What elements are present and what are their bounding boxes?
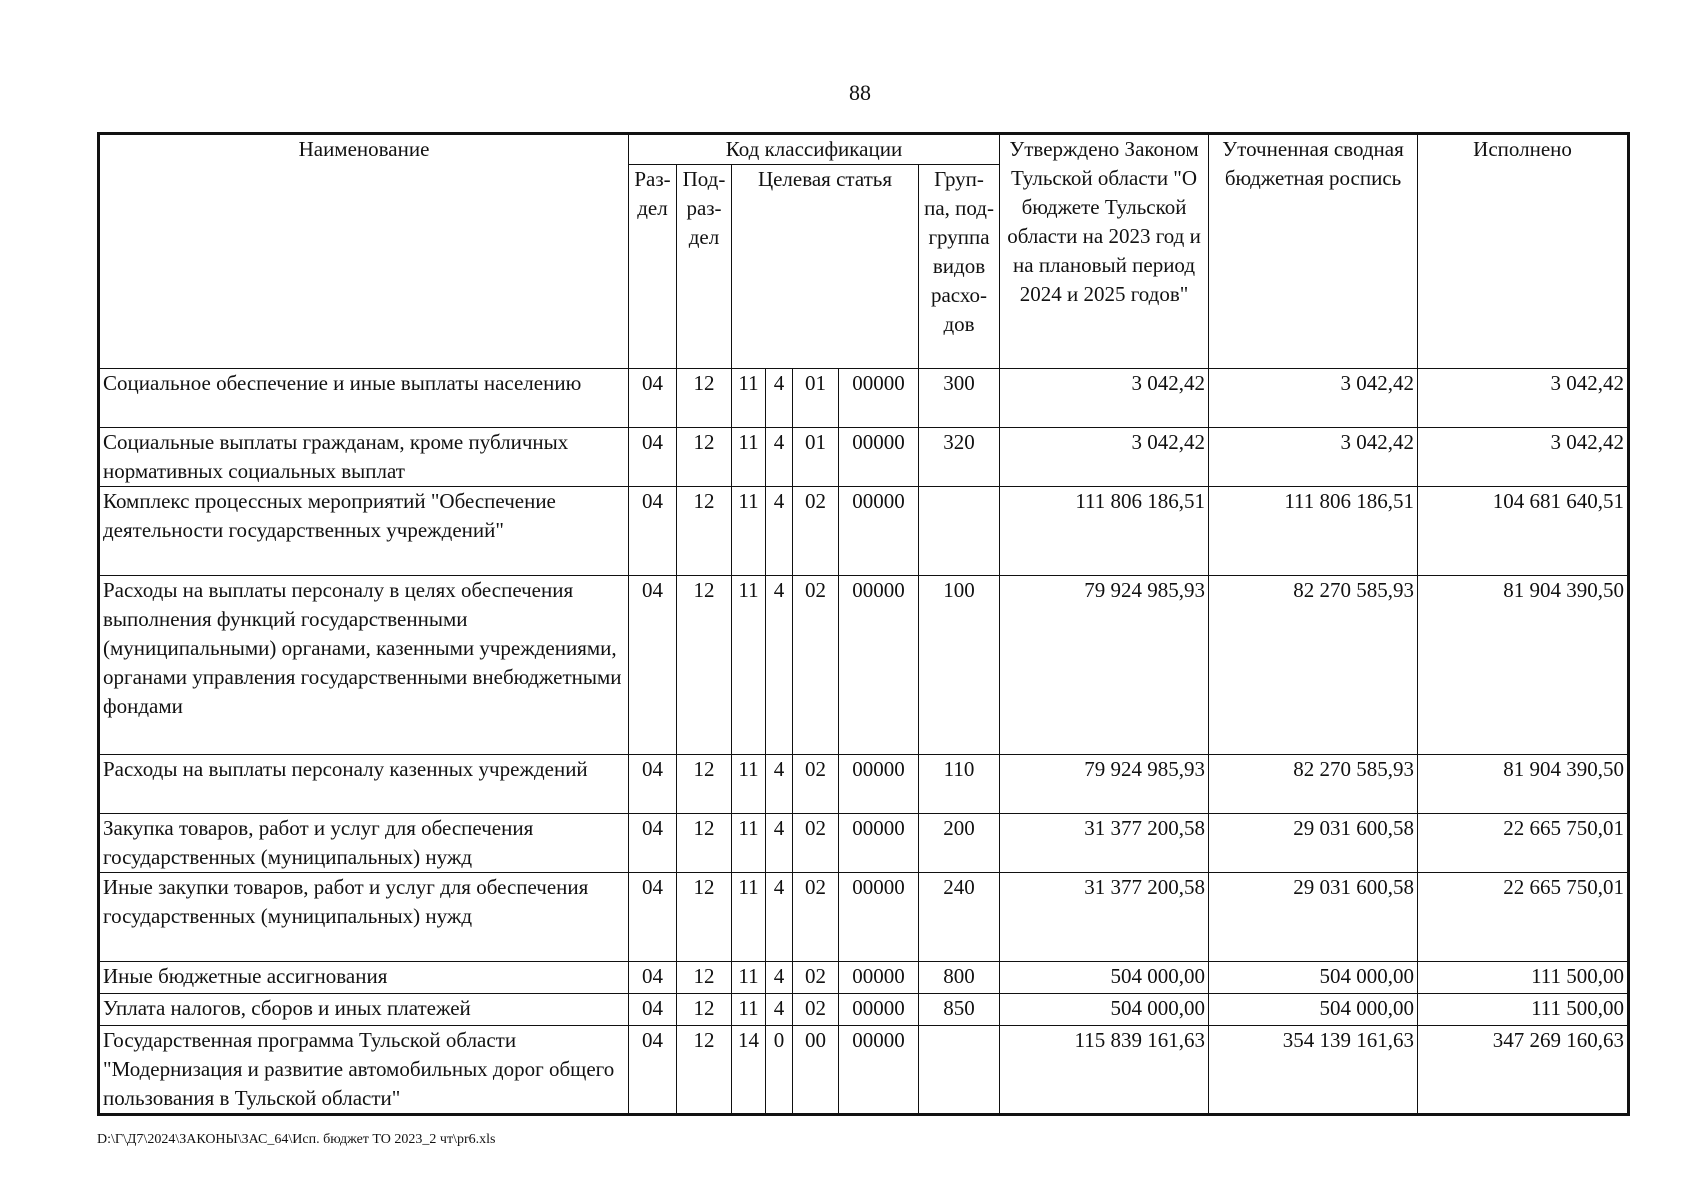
cell-executed: 22 665 750,01: [1418, 873, 1629, 962]
cell-refined: 29 031 600,58: [1209, 814, 1418, 873]
cell-t4: 00000: [839, 369, 919, 428]
cell-t1: 11: [732, 428, 766, 487]
cell-t3: 00: [793, 1026, 839, 1115]
cell-approved: 3 042,42: [1000, 369, 1209, 428]
cell-name: Государственная программа Тульской области "Модернизация и развитие автомобильных дорог общего пользования в Тульской области": [99, 1026, 629, 1115]
header-code: Код классификации: [629, 134, 1000, 165]
cell-t4: 00000: [839, 1026, 919, 1115]
budget-table: [97, 132, 1630, 1116]
cell-t2: 4: [766, 873, 793, 962]
cell-t2: 4: [766, 814, 793, 873]
cell-t3: 01: [793, 428, 839, 487]
cell-t4: 00000: [839, 428, 919, 487]
cell-razdel: 04: [629, 576, 677, 755]
header-approved: Утверждено Законом Тульской области "О бюджете Тульской области на 2023 год и на плановый период 2024 и 2025 годов": [1000, 134, 1209, 369]
cell-t3: 02: [793, 962, 839, 994]
cell-executed: 81 904 390,50: [1418, 576, 1629, 755]
cell-podrazdel: 12: [677, 369, 732, 428]
cell-refined: 3 042,42: [1209, 369, 1418, 428]
cell-refined: 29 031 600,58: [1209, 873, 1418, 962]
cell-t3: 02: [793, 576, 839, 755]
table-row: [99, 428, 1629, 487]
header-podrazdel: Под-раз-дел: [677, 165, 732, 369]
cell-group: 200: [919, 814, 1000, 873]
cell-name: Расходы на выплаты персоналу казенных учреждений: [99, 755, 629, 814]
cell-podrazdel: 12: [677, 428, 732, 487]
table-row: [99, 369, 1629, 428]
cell-razdel: 04: [629, 1026, 677, 1115]
cell-executed: 3 042,42: [1418, 369, 1629, 428]
cell-razdel: 04: [629, 814, 677, 873]
cell-podrazdel: 12: [677, 755, 732, 814]
cell-refined: 3 042,42: [1209, 428, 1418, 487]
cell-podrazdel: 12: [677, 994, 732, 1026]
cell-approved: 3 042,42: [1000, 428, 1209, 487]
cell-podrazdel: 12: [677, 962, 732, 994]
cell-approved: 111 806 186,51: [1000, 487, 1209, 576]
cell-approved: 79 924 985,93: [1000, 755, 1209, 814]
cell-group: 240: [919, 873, 1000, 962]
cell-t2: 4: [766, 369, 793, 428]
cell-executed: 111 500,00: [1418, 962, 1629, 994]
table-row: [99, 1026, 1629, 1115]
cell-t2: 4: [766, 487, 793, 576]
cell-t2: 4: [766, 962, 793, 994]
cell-t3: 02: [793, 755, 839, 814]
cell-razdel: 04: [629, 369, 677, 428]
header-name: Наименование: [99, 134, 629, 369]
cell-executed: 111 500,00: [1418, 994, 1629, 1026]
cell-approved: 31 377 200,58: [1000, 814, 1209, 873]
cell-refined: 111 806 186,51: [1209, 487, 1418, 576]
table-row: [99, 814, 1629, 873]
page-number: 88: [849, 80, 871, 105]
cell-group: 800: [919, 962, 1000, 994]
cell-t4: 00000: [839, 755, 919, 814]
cell-group: [919, 487, 1000, 576]
cell-podrazdel: 12: [677, 576, 732, 755]
header-group: Груп-па, под-группа видов расхо-дов: [919, 165, 1000, 369]
cell-podrazdel: 12: [677, 487, 732, 576]
cell-razdel: 04: [629, 962, 677, 994]
cell-approved: 115 839 161,63: [1000, 1026, 1209, 1115]
cell-t1: 11: [732, 962, 766, 994]
cell-t1: 11: [732, 487, 766, 576]
table-row: [99, 755, 1629, 814]
cell-podrazdel: 12: [677, 1026, 732, 1115]
cell-t4: 00000: [839, 962, 919, 994]
cell-group: 300: [919, 369, 1000, 428]
table-row: [99, 962, 1629, 994]
cell-approved: 504 000,00: [1000, 994, 1209, 1026]
cell-t1: 11: [732, 814, 766, 873]
cell-t4: 00000: [839, 873, 919, 962]
cell-name: Уплата налогов, сборов и иных платежей: [99, 994, 629, 1026]
header-refined: Уточненная сводная бюджетная роспись: [1209, 134, 1418, 369]
cell-t1: 11: [732, 994, 766, 1026]
cell-t1: 11: [732, 369, 766, 428]
cell-name: Иные бюджетные ассигнования: [99, 962, 629, 994]
cell-name: Социальное обеспечение и иные выплаты населению: [99, 369, 629, 428]
cell-name: Иные закупки товаров, работ и услуг для обеспечения государственных (муниципальных) нужд: [99, 873, 629, 962]
cell-t1: 11: [732, 755, 766, 814]
cell-t4: 00000: [839, 576, 919, 755]
cell-approved: 504 000,00: [1000, 962, 1209, 994]
cell-t4: 00000: [839, 994, 919, 1026]
cell-group: [919, 1026, 1000, 1115]
cell-t2: 4: [766, 755, 793, 814]
cell-t3: 02: [793, 814, 839, 873]
cell-podrazdel: 12: [677, 873, 732, 962]
table-row: [99, 576, 1629, 755]
cell-t2: 4: [766, 994, 793, 1026]
cell-t3: 01: [793, 369, 839, 428]
cell-t4: 00000: [839, 487, 919, 576]
table-row: [99, 487, 1629, 576]
cell-name: Расходы на выплаты персоналу в целях обеспечения выполнения функций государственными (муниципальными) органами, казенными учреждениями, органами управления государственными внебюджетными фондами: [99, 576, 629, 755]
cell-podrazdel: 12: [677, 814, 732, 873]
cell-name: Закупка товаров, работ и услуг для обеспечения государственных (муниципальных) нужд: [99, 814, 629, 873]
footer-path: D:\Г\Д7\2024\ЗАКОНЫ\ЗАС_64\Исп. бюджет ТО 2023_2 чт\pr6.xls: [97, 1132, 496, 1147]
cell-executed: 81 904 390,50: [1418, 755, 1629, 814]
cell-t1: 11: [732, 873, 766, 962]
cell-t1: 14: [732, 1026, 766, 1115]
cell-executed: 3 042,42: [1418, 428, 1629, 487]
table-body: [99, 369, 1629, 1115]
cell-executed: 347 269 160,63: [1418, 1026, 1629, 1115]
cell-t3: 02: [793, 994, 839, 1026]
header-executed: Исполнено: [1418, 134, 1629, 369]
cell-group: 320: [919, 428, 1000, 487]
cell-name: Комплекс процессных мероприятий "Обеспечение деятельности государственных учреждений": [99, 487, 629, 576]
cell-razdel: 04: [629, 487, 677, 576]
cell-razdel: 04: [629, 994, 677, 1026]
cell-approved: 79 924 985,93: [1000, 576, 1209, 755]
cell-refined: 504 000,00: [1209, 994, 1418, 1026]
cell-t2: 4: [766, 428, 793, 487]
cell-executed: 22 665 750,01: [1418, 814, 1629, 873]
table-header: [99, 134, 1629, 369]
cell-group: 850: [919, 994, 1000, 1026]
cell-t2: 4: [766, 576, 793, 755]
cell-t3: 02: [793, 873, 839, 962]
table-row: [99, 873, 1629, 962]
cell-t4: 00000: [839, 814, 919, 873]
cell-t2: 0: [766, 1026, 793, 1115]
cell-razdel: 04: [629, 755, 677, 814]
table-row: [99, 994, 1629, 1026]
cell-refined: 504 000,00: [1209, 962, 1418, 994]
cell-approved: 31 377 200,58: [1000, 873, 1209, 962]
cell-t3: 02: [793, 487, 839, 576]
header-target: Целевая статья: [732, 165, 919, 369]
cell-refined: 82 270 585,93: [1209, 576, 1418, 755]
cell-executed: 104 681 640,51: [1418, 487, 1629, 576]
cell-group: 110: [919, 755, 1000, 814]
cell-t1: 11: [732, 576, 766, 755]
cell-refined: 82 270 585,93: [1209, 755, 1418, 814]
cell-razdel: 04: [629, 428, 677, 487]
header-razdel: Раз-дел: [629, 165, 677, 369]
cell-razdel: 04: [629, 873, 677, 962]
cell-group: 100: [919, 576, 1000, 755]
cell-name: Социальные выплаты гражданам, кроме публичных нормативных социальных выплат: [99, 428, 629, 487]
cell-refined: 354 139 161,63: [1209, 1026, 1418, 1115]
